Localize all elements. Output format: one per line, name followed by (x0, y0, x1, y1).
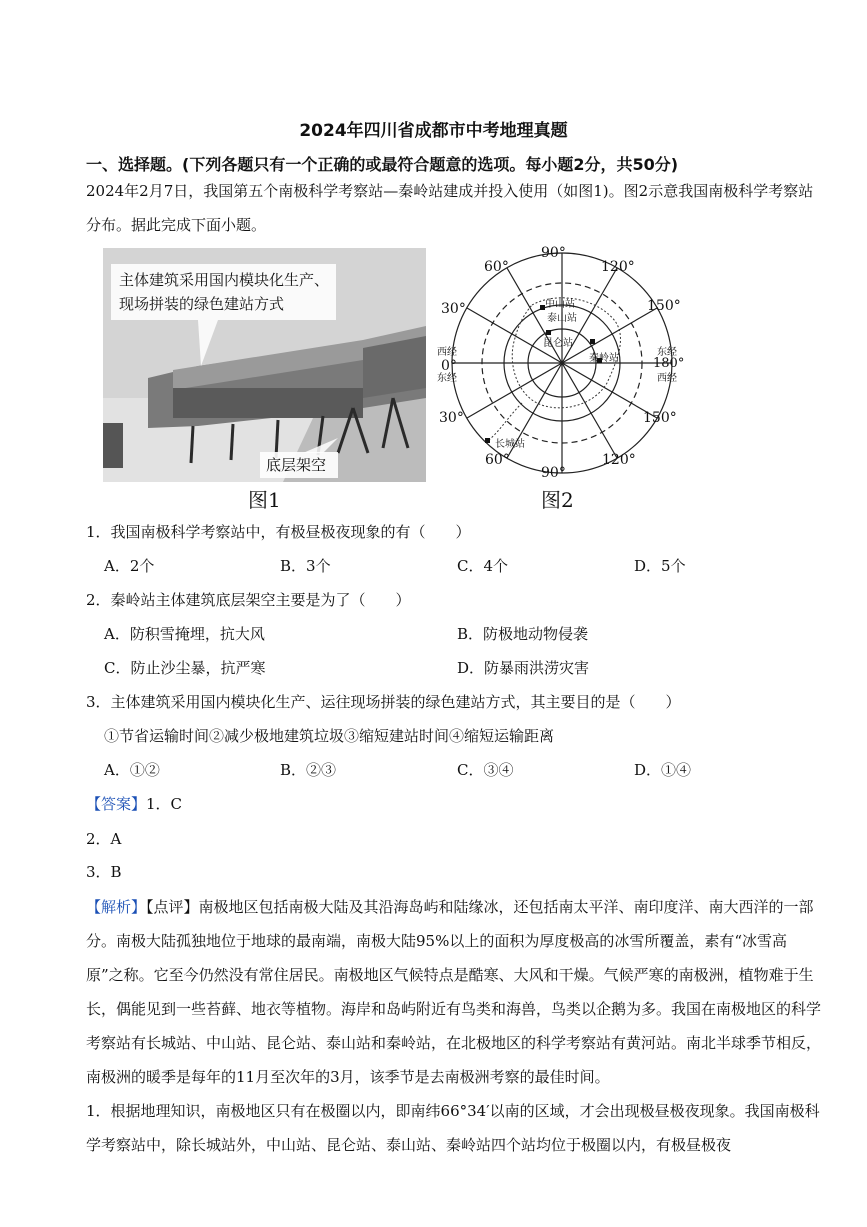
q2-option-a: A．防积雪掩埋，抗大风 (104, 625, 265, 643)
station-changcheng: 长城站 (495, 439, 525, 450)
q2-option-c: C．防止沙尘暴，抗严寒 (104, 659, 266, 677)
analysis-body: 【点评】南极地区包括南极大陆及其沿海岛屿和陆缘冰，还包括南太平洋、南印度洋、南大西洋的一部分。南极大陆孤独地位于地球的最南端，南极大陆95%以上的面积为厚度极高的冰雪所覆盖，素有“冰雪高原”之称。它至今仍然没有常住居民。南极地区气候特点是酷寒、大风和干燥。气候严寒的南极洲，植物难于生长，偶能见到一些苔藓、地衣等植物。海岸和岛屿附近有鸟类和海兽，鸟类以企鹅为多。我国在南极地区的科学考察站有长城站、中山站、昆仑站、泰山站和秦岭站，在北极地区的科学考察站有黄河站。南北半球季节相反，南极洲的暖季是每年的11月至次年的3月，该季节是去南极洲考察的最佳时间。 (86, 898, 822, 1086)
top-callout-box (111, 264, 336, 320)
q1-option-c: C．4个 (457, 557, 509, 575)
antarctica-polar-diagram (437, 243, 687, 483)
q3-stem: 3．主体建筑采用国内模块化生产、运往现场拼装的绿色建站方式，其主要目的是（ ） (86, 693, 681, 711)
analysis-paragraph (86, 890, 821, 1094)
label-west-long-left: 西经 (437, 347, 457, 358)
station-zhongshan: 中山站 (545, 299, 575, 310)
label-zero: 0° (441, 358, 457, 374)
station-taishan: 泰山站 (547, 313, 577, 324)
q3-option-d: D．①④ (634, 761, 692, 779)
q3-option-c: C．③④ (457, 761, 514, 779)
figure1-photo (103, 248, 426, 482)
analysis-detail: 1．根据地理知识，南极地区只有在极圈以内，即南纬66°34′以南的区域，才会出现极昼极夜现象。我国南极科学考察站中，除长城站外，中山站、昆仑站、泰山站、秦岭站四个站均位于极圈以内，有极昼极夜 (86, 1102, 820, 1154)
label-30-left: 30° (441, 301, 466, 317)
q2-option-b: B．防极地动物侵袭 (457, 625, 589, 643)
answer-tag: 【答案】 (86, 795, 147, 813)
figure1-caption: 图1 (248, 488, 281, 512)
label-east-long-right: 东经 (657, 347, 677, 358)
label-120-top-right: 120° (601, 259, 635, 275)
q3-option-b: B．②③ (280, 761, 337, 779)
answer-2: 2．A (86, 830, 122, 848)
station-qinling: 秦岭站 (589, 353, 619, 364)
bottom-callout-box (260, 452, 338, 478)
label-90-bottom: 90° (541, 465, 566, 481)
label-60-top-left: 60° (484, 259, 509, 275)
label-90-top: 90° (541, 245, 566, 261)
label-150-right: 150° (647, 298, 681, 314)
label-west-long-right: 西经 (657, 373, 677, 384)
q2-stem: 2．秦岭站主体建筑底层架空主要是为了（ ） (86, 591, 411, 609)
q2-option-d: D．防暴雨洪涝灾害 (457, 659, 590, 677)
label-30-bottom-left: 30° (439, 410, 464, 426)
q1-option-a: A．2个 (104, 557, 155, 575)
figure2-caption: 图2 (541, 488, 574, 512)
label-120-bottom-right: 120° (602, 452, 636, 468)
q1-option-d: D．5个 (634, 557, 686, 575)
label-60-bottom-left: 60° (485, 452, 510, 468)
page-title: 2024年四川省成都市中考地理真题 (299, 121, 568, 141)
analysis-tag: 【解析】 (86, 898, 147, 916)
top-callout-line2: 现场拼装的绿色建站方式 (119, 295, 285, 313)
label-east-long-left: 东经 (437, 373, 457, 384)
q3-option-a: A．①② (104, 761, 160, 779)
top-callout-line1: 主体建筑采用国内模块化生产、 (119, 271, 330, 289)
bottom-callout-text: 底层架空 (266, 456, 327, 474)
label-150-bottom-right: 150° (643, 410, 677, 426)
q1-stem: 1．我国南极科学考察站中，有极昼极夜现象的有（ ） (86, 523, 471, 541)
answer-1: 1．C (146, 795, 183, 813)
intro-paragraph: 2024年2月7日，我国第五个南极科学考察站—秦岭站建成并投入使用（如图1)。图2示意我国南极科学考察站分布。据此完成下面小题。 (86, 182, 814, 234)
answer-3: 3．B (86, 863, 122, 881)
figure2-polar-map (437, 243, 687, 483)
q3-statements: ①节省运输时间②减少极地建筑垃圾③缩短建站时间④缩短运输距离 (104, 727, 555, 745)
section-heading: 一、选择题。(下列各题只有一个正确的或最符合题意的选项。每小题2分，共50分) (86, 155, 679, 174)
q1-option-b: B．3个 (280, 557, 331, 575)
answer-line-1 (86, 794, 182, 814)
station-kunlun: 昆仑站 (543, 338, 573, 349)
label-180: 180° (653, 356, 685, 371)
